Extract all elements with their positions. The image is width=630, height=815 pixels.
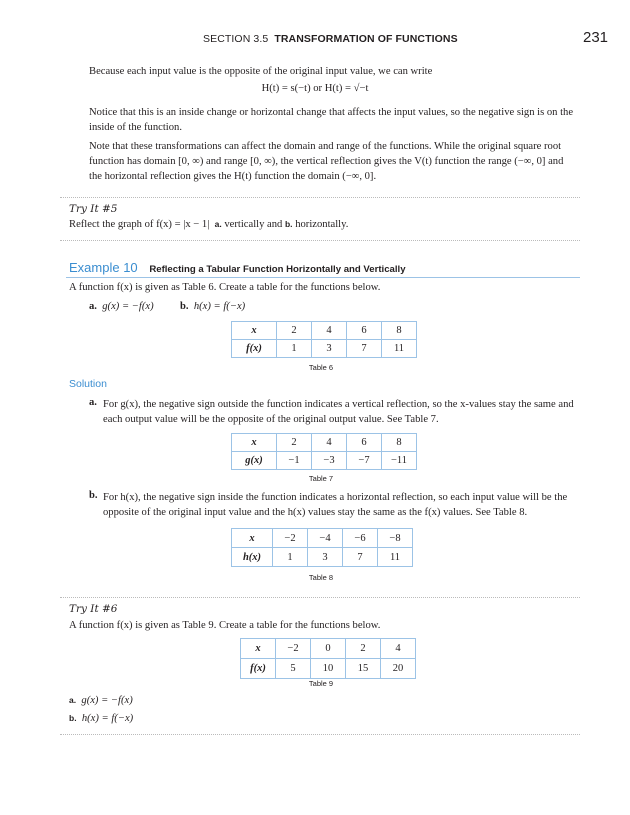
table-cell: 2 bbox=[346, 639, 381, 659]
example-underline bbox=[66, 277, 580, 278]
example-part-b: b. h(x) = f(−x) bbox=[180, 301, 246, 312]
table-cell: 4 bbox=[312, 434, 347, 452]
solution-heading: Solution bbox=[69, 378, 107, 390]
table-cell: 20 bbox=[381, 659, 416, 679]
try-it-6-part-b: b. h(x) = f(−x) bbox=[69, 713, 134, 724]
table-cell: x bbox=[241, 639, 276, 659]
example-title bbox=[69, 260, 406, 275]
table-row bbox=[232, 529, 413, 548]
table-cell: 3 bbox=[308, 548, 343, 567]
table-cell: h(x) bbox=[232, 548, 273, 567]
intro-paragraph-2: Notice that this is an inside change or horizontal change that affects the input values, so the negative sign is on the inside of the function. bbox=[89, 107, 574, 133]
solution-a-text: For g(x), the negative sign outside the function indicates a vertical reflection, so the x-values stay the same and each output value will be the opposite of the original output value. See Table 7. bbox=[103, 399, 574, 425]
table-cell: 8 bbox=[382, 434, 417, 452]
table-cell: 10 bbox=[311, 659, 346, 679]
table-6-caption: Table 6 bbox=[308, 363, 334, 372]
table-row bbox=[232, 340, 417, 358]
table-cell: −3 bbox=[312, 452, 347, 470]
table-cell: −4 bbox=[308, 529, 343, 548]
example-name: Reflecting a Tabular Function Horizontally and Vertically bbox=[149, 264, 406, 275]
solution-a-label: a. bbox=[89, 397, 97, 408]
table-cell: 4 bbox=[381, 639, 416, 659]
table-cell: 5 bbox=[276, 659, 311, 679]
table-9 bbox=[240, 638, 416, 679]
table-cell: f(x) bbox=[241, 659, 276, 679]
table-cell: 1 bbox=[273, 548, 308, 567]
table-cell: −2 bbox=[276, 639, 311, 659]
table-cell: 6 bbox=[347, 322, 382, 340]
example-part-a: a. g(x) = −f(x) bbox=[89, 301, 154, 312]
table-cell: 3 bbox=[312, 340, 347, 358]
divider bbox=[60, 240, 580, 241]
table-cell: g(x) bbox=[232, 452, 277, 470]
try-it-6-heading: Try It #6 bbox=[69, 603, 118, 615]
example-number: Example 10 bbox=[69, 260, 138, 275]
table-row bbox=[241, 659, 416, 679]
table-cell: 11 bbox=[382, 340, 417, 358]
table-cell: 1 bbox=[277, 340, 312, 358]
table-9-caption: Table 9 bbox=[308, 679, 334, 688]
example-statement: A function f(x) is given as Table 6. Create a table for the functions below. bbox=[69, 282, 381, 293]
table-cell: 7 bbox=[343, 548, 378, 567]
section-heading: SECTION 3.5 TRANSFORMATION OF FUNCTIONS bbox=[203, 33, 458, 45]
divider bbox=[60, 597, 580, 598]
table-cell: x bbox=[232, 322, 277, 340]
table-8 bbox=[231, 528, 413, 567]
try-it-5-heading: Try It #5 bbox=[69, 203, 118, 215]
table-cell: −2 bbox=[273, 529, 308, 548]
page-number: 231 bbox=[583, 29, 609, 46]
table-cell: 8 bbox=[382, 322, 417, 340]
table-row bbox=[241, 639, 416, 659]
try-it-6-statement: A function f(x) is given as Table 9. Create a table for the functions below. bbox=[69, 620, 381, 631]
table-row bbox=[232, 548, 413, 567]
table-cell: 4 bbox=[312, 322, 347, 340]
table-cell: 2 bbox=[277, 322, 312, 340]
table-6 bbox=[231, 321, 417, 358]
try-it-5-text: Reflect the graph of f(x) = |x − 1| a. vertically and b. horizontally. bbox=[69, 219, 349, 230]
table-cell: −1 bbox=[277, 452, 312, 470]
table-cell: x bbox=[232, 529, 273, 548]
try-it-6-part-a: a. g(x) = −f(x) bbox=[69, 695, 133, 706]
table-cell: 2 bbox=[277, 434, 312, 452]
table-cell: −8 bbox=[378, 529, 413, 548]
divider bbox=[60, 734, 580, 735]
divider bbox=[60, 197, 580, 198]
table-cell: −7 bbox=[347, 452, 382, 470]
table-cell: −11 bbox=[382, 452, 417, 470]
table-cell: 0 bbox=[311, 639, 346, 659]
table-8-caption: Table 8 bbox=[308, 573, 334, 582]
table-cell: −6 bbox=[343, 529, 378, 548]
table-row bbox=[232, 452, 417, 470]
solution-b-label: b. bbox=[89, 490, 98, 501]
table-cell: x bbox=[232, 434, 277, 452]
table-row bbox=[232, 434, 417, 452]
intro-paragraph-3: Note that these transformations can affect the domain and range of the functions. While the original square root function has domain [0, ∞) and range [0, ∞), the vertical reflection gives the V(t) function the range (−∞, 0] and the horizontal reflection gives the H(t) function the domain (−∞, 0]. bbox=[89, 141, 564, 182]
table-7 bbox=[231, 433, 417, 470]
solution-b-text: For h(x), the negative sign inside the function indicates a horizontal reflection, so each input value will be the opposite of the original input value and the h(x) values stay the same as the f(x) values. See Table 8. bbox=[103, 492, 568, 518]
table-row bbox=[232, 322, 417, 340]
table-cell: 6 bbox=[347, 434, 382, 452]
table-cell: 11 bbox=[378, 548, 413, 567]
table-cell: f(x) bbox=[232, 340, 277, 358]
equation-H: H(t) = s(−t) or H(t) = √−t bbox=[261, 83, 369, 94]
table-cell: 7 bbox=[347, 340, 382, 358]
intro-paragraph-1: Because each input value is the opposite of the original input value, we can write bbox=[89, 66, 433, 77]
table-cell: 15 bbox=[346, 659, 381, 679]
table-7-caption: Table 7 bbox=[308, 474, 334, 483]
